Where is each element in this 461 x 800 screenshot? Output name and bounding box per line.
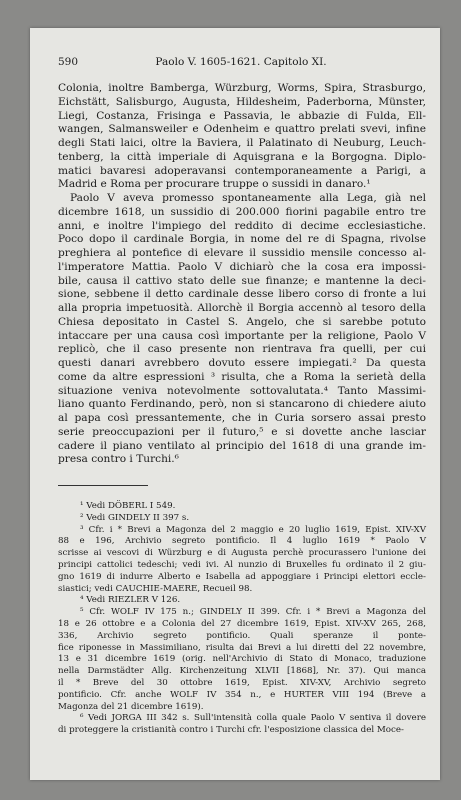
body-para1-line: Liegi, Costanza, Frisinga e Passavia, le abbazie di Fulda, Ell- (58, 109, 426, 122)
footnote-line: pontificio. Cfr. anche WOLF IV 354 n., e HURTER VIII 194 (Breve a (58, 689, 426, 700)
body-para2-line: l'imperatore Mattia. Paolo V dichiarò che la cosa era impossi- (58, 260, 426, 273)
paragraph-2 (58, 192, 426, 467)
footnote-line: 13 e 31 dicembre 1619 (orig. nell'Archivio di Stato di Monaco, traduzione (58, 654, 426, 665)
footnote-line: ² Vedi GINDELY II 397 s. (80, 512, 190, 523)
body-para2-line: bile, causa il cattivo stato delle sue finanze; e mantenne la deci- (58, 274, 426, 287)
footnote-line: nella Darmstädter Allg. Kirchenzeitung XLVII [1868], Nr. 37). Qui manca (58, 666, 426, 677)
footnote-line: Magonza del 21 dicembre 1619). (58, 701, 204, 712)
running-title: Paolo V. 1605-1621. Capitolo XI. (155, 56, 327, 68)
body-para2-line: situazione veniva notevolmente sottovalutata.⁴ Tanto Massimi- (58, 384, 426, 397)
body-para1-line: Madrid e Roma per procurare truppe o sussidi in danaro.¹ (58, 178, 371, 191)
footnote-line: il * Breve del 30 ottobre 1619, Epist. XIV-XV, Archivio segreto (58, 677, 426, 688)
body-para2-line: questi danari avrebbero dovuto essere impiegati.² Da questa (58, 357, 426, 369)
body-para2-line: Paolo V aveva promesso spontaneamente alla Lega, già nel (70, 192, 426, 204)
footnote-line: principi cattolici tedeschi; vedi ivi. Al nunzio di Bruxelles fu ordinato il 2 giu- (58, 559, 426, 570)
footnote-4 (58, 595, 426, 607)
body-para2-line: al papa così pressantemente, che in Curia sorsero assai presto (58, 412, 426, 424)
body-para2-line: come da altre espressioni ³ risulta, che a Roma la serietà della (58, 370, 426, 383)
body-para2-line: intaccare per una causa così importante per la religione, Paolo V (58, 329, 426, 342)
footnote-line: fice riponesse in Massimiliano, risulta dai Brevi a lui diretti del 22 novembre, (58, 642, 426, 653)
body-para2-line: preghiera al pontefice di elevare il sussidio mensile concesso al- (58, 247, 426, 259)
body-para1-line: Colonia, inoltre Bamberga, Würzburg, Worms, Spira, Strasburgo, (58, 82, 426, 94)
page-number: 590 (58, 56, 79, 68)
footnote-line: ⁵ Cfr. WOLF IV 175 n.; GINDELY II 399. Cfr. i * Brevi a Magonza del (80, 607, 426, 618)
footnote-line: ⁴ Vedi RIEZLER V 126. (80, 595, 181, 606)
body-para2-line: liano quanto Ferdinando, però, non si stancarono di chiedere aiuto (58, 398, 426, 411)
footnote-line: siastici; vedi CAUCHIE-MAERE, Recueil 98. (58, 583, 253, 594)
body-para1-line: tenberg, la città imperiale di Aquisgrana e la Borgogna. Diplo- (58, 150, 426, 163)
footnote-line: ³ Cfr. i * Brevi a Magonza del 2 maggio e 20 luglio 1619, Epist. XIV-XV (80, 524, 426, 535)
body-para1-line: matici bavaresi adoperavansi contemporaneamente a Parigi, a (58, 164, 426, 177)
body-para2-line: Chiesa depositato in Castel S. Angelo, che si sarebbe potuto (58, 315, 426, 328)
footnote-1 (58, 501, 426, 513)
footnote-line: di proteggere la cristianità contro i Turchi cfr. l'esposizione classica del Moce- (58, 725, 404, 736)
footnotes (58, 501, 426, 737)
body-para2-line: cadere il piano ventilato al principio del 1618 di una grande im- (58, 439, 426, 452)
footnote-5 (58, 607, 426, 713)
footnote-line: scrisse ai vescovi di Würzburg e di Augusta perchè procurassero l'unione dei (58, 548, 426, 559)
body-para1-line: Eichstätt, Salisburgo, Augusta, Hildesheim, Paderborna, Münster, (58, 95, 426, 108)
footnote-line: 18 e 26 ottobre e a Colonia del 27 dicembre 1619, Epist. XIV-XV 265, 268, (58, 618, 426, 629)
footnote-3 (58, 525, 426, 596)
body-para2-line: serie preoccupazioni per il futuro,⁵ e si dovette anche lasciar (58, 425, 426, 438)
body-para2-line: alla propria impetuosità. Allorchè il Borgia accennò al tesoro della (58, 302, 426, 314)
body-para2-line: dicembre 1618, un sussidio di 200.000 fiorini pagabile entro tre (58, 205, 426, 218)
footnote-2 (58, 513, 426, 525)
book-page (30, 28, 440, 780)
body-para2-line: presa contro i Turchi.⁶ (58, 453, 179, 466)
paragraph-1 (58, 82, 426, 192)
running-header (58, 56, 424, 70)
footnote-line: 336, Archivio segreto pontificio. Quali speranze il ponte- (58, 630, 426, 641)
footnote-separator (58, 485, 148, 486)
body-para1-line: degli Stati laici, oltre la Baviera, il Palatinato di Neuburg, Leuch- (58, 137, 426, 149)
footnote-line: ¹ Vedi DÖBERL I 549. (80, 501, 176, 511)
footnote-line: ⁶ Vedi JORGA III 342 s. Sull'intensità colla quale Paolo V sentiva il dovere (80, 713, 426, 724)
footnote-line: gno 1619 di indurre Alberto e Isabella ad appoggiare i Principi elettori eccle- (58, 571, 426, 582)
body-para2-line: sione, sebbene il detto cardinale desse libero corso di fronte a lui (58, 288, 426, 301)
main-text (58, 82, 426, 467)
footnote-line: 88 e 196, Archivio segreto pontificio. Il 4 luglio 1619 * Paolo V (58, 536, 426, 547)
body-para1-line: wangen, Salmansweiler e Odenheim e quattro prelati svevi, infine (58, 123, 426, 136)
body-para2-line: Poco dopo il cardinale Borgia, in nome del re di Spagna, rivolse (58, 233, 426, 246)
body-para2-line: replicò, che il caso presente non rientrava fra quelli, per cui (58, 343, 426, 356)
footnote-6 (58, 713, 426, 737)
body-para2-line: anni, e inoltre l'impiego del reddito di decime ecclesiastiche. (58, 219, 426, 232)
